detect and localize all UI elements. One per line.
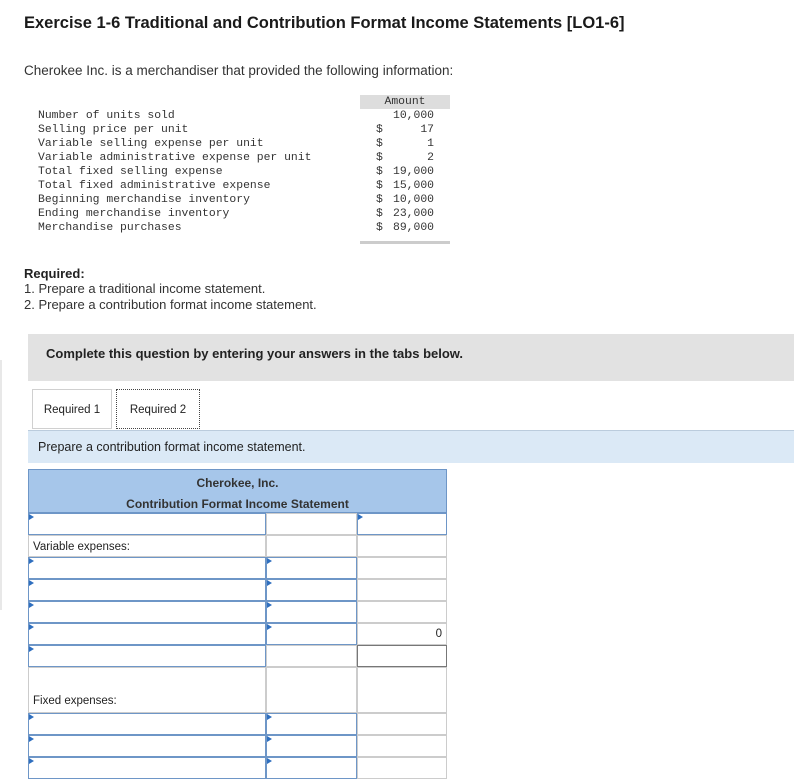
- fixed-expenses-label: Fixed expenses:: [33, 695, 117, 707]
- statement-header: [28, 469, 447, 513]
- fixed-expense-label-input[interactable]: [28, 713, 266, 735]
- table-row: Merchandise purchases $ 89,000: [38, 222, 434, 234]
- fixed-expense-label-input[interactable]: [28, 757, 266, 779]
- required-section: [24, 266, 317, 313]
- empty-cell: [357, 557, 447, 579]
- variable-expenses-label: Variable expenses:: [33, 541, 130, 553]
- variable-expense-label-input[interactable]: [28, 557, 266, 579]
- table-row: Variable administrative expense per unit $ 2: [38, 152, 434, 164]
- variable-expense-amount-input[interactable]: [266, 623, 357, 645]
- variable-expenses-label-cell: [28, 535, 266, 557]
- variable-expense-total-value: 0: [435, 628, 442, 640]
- sales-label-input[interactable]: [28, 513, 266, 535]
- table-row: Total fixed selling expense $ 19,000: [38, 166, 434, 178]
- amount-column-header: Amount: [360, 95, 450, 109]
- fixed-expense-label-input[interactable]: [28, 735, 266, 757]
- contribution-margin-label-input[interactable]: [28, 645, 266, 667]
- empty-cell: [266, 667, 357, 713]
- empty-cell: [266, 513, 357, 535]
- fixed-expenses-label-cell: [28, 667, 266, 713]
- statement-title: Contribution Format Income Statement: [126, 497, 349, 511]
- sales-amount-input[interactable]: [357, 513, 447, 535]
- tab-required-1[interactable]: Required 1: [32, 389, 112, 429]
- variable-expense-amount-input[interactable]: [266, 579, 357, 601]
- variable-expense-label-input[interactable]: [28, 623, 266, 645]
- required-heading: Required:: [24, 266, 85, 281]
- empty-cell: [357, 735, 447, 757]
- tab-prompt-text: Prepare a contribution format income statement.: [38, 440, 306, 454]
- company-name: Cherokee, Inc.: [196, 476, 279, 490]
- fixed-expense-amount-input[interactable]: [266, 713, 357, 735]
- variable-expense-label-input[interactable]: [28, 579, 266, 601]
- variable-expense-total-cell: [357, 623, 447, 645]
- tab-prompt-bar: [28, 431, 794, 463]
- table-row: Total fixed administrative expense $ 15,000: [38, 180, 434, 192]
- empty-cell: [357, 667, 447, 713]
- table-bottom-rule: [360, 241, 450, 244]
- variable-expense-amount-input[interactable]: [266, 601, 357, 623]
- empty-cell: [357, 757, 447, 779]
- table-row: Ending merchandise inventory $ 23,000: [38, 208, 434, 220]
- required-item: 2. Prepare a contribution format income statement.: [24, 297, 317, 312]
- empty-cell: [357, 713, 447, 735]
- empty-cell: [357, 535, 447, 557]
- table-row: Number of units sold 10,000: [38, 110, 434, 122]
- table-row: Variable selling expense per unit $ 1: [38, 138, 434, 150]
- empty-cell: [266, 535, 357, 557]
- empty-cell: [357, 601, 447, 623]
- fixed-expense-amount-input[interactable]: [266, 735, 357, 757]
- required-item: 1. Prepare a traditional income statement.: [24, 281, 266, 296]
- left-edge-bar: [0, 360, 2, 610]
- page-title: Exercise 1-6 Traditional and Contribution Format Income Statements [LO1-6]: [24, 14, 625, 32]
- instruction-text: Complete this question by entering your answers in the tabs below.: [46, 346, 464, 361]
- variable-expense-amount-input[interactable]: [266, 557, 357, 579]
- table-row: Selling price per unit $ 17: [38, 124, 434, 136]
- table-row: Beginning merchandise inventory $ 10,000: [38, 194, 434, 206]
- fixed-expense-amount-input[interactable]: [266, 757, 357, 779]
- variable-expense-label-input[interactable]: [28, 601, 266, 623]
- intro-text: Cherokee Inc. is a merchandiser that provided the following information:: [24, 63, 454, 78]
- tab-required-2[interactable]: Required 2: [116, 389, 200, 429]
- instruction-banner: [28, 334, 794, 381]
- empty-cell: [266, 645, 357, 667]
- contribution-margin-amount: [357, 645, 447, 667]
- empty-cell: [357, 579, 447, 601]
